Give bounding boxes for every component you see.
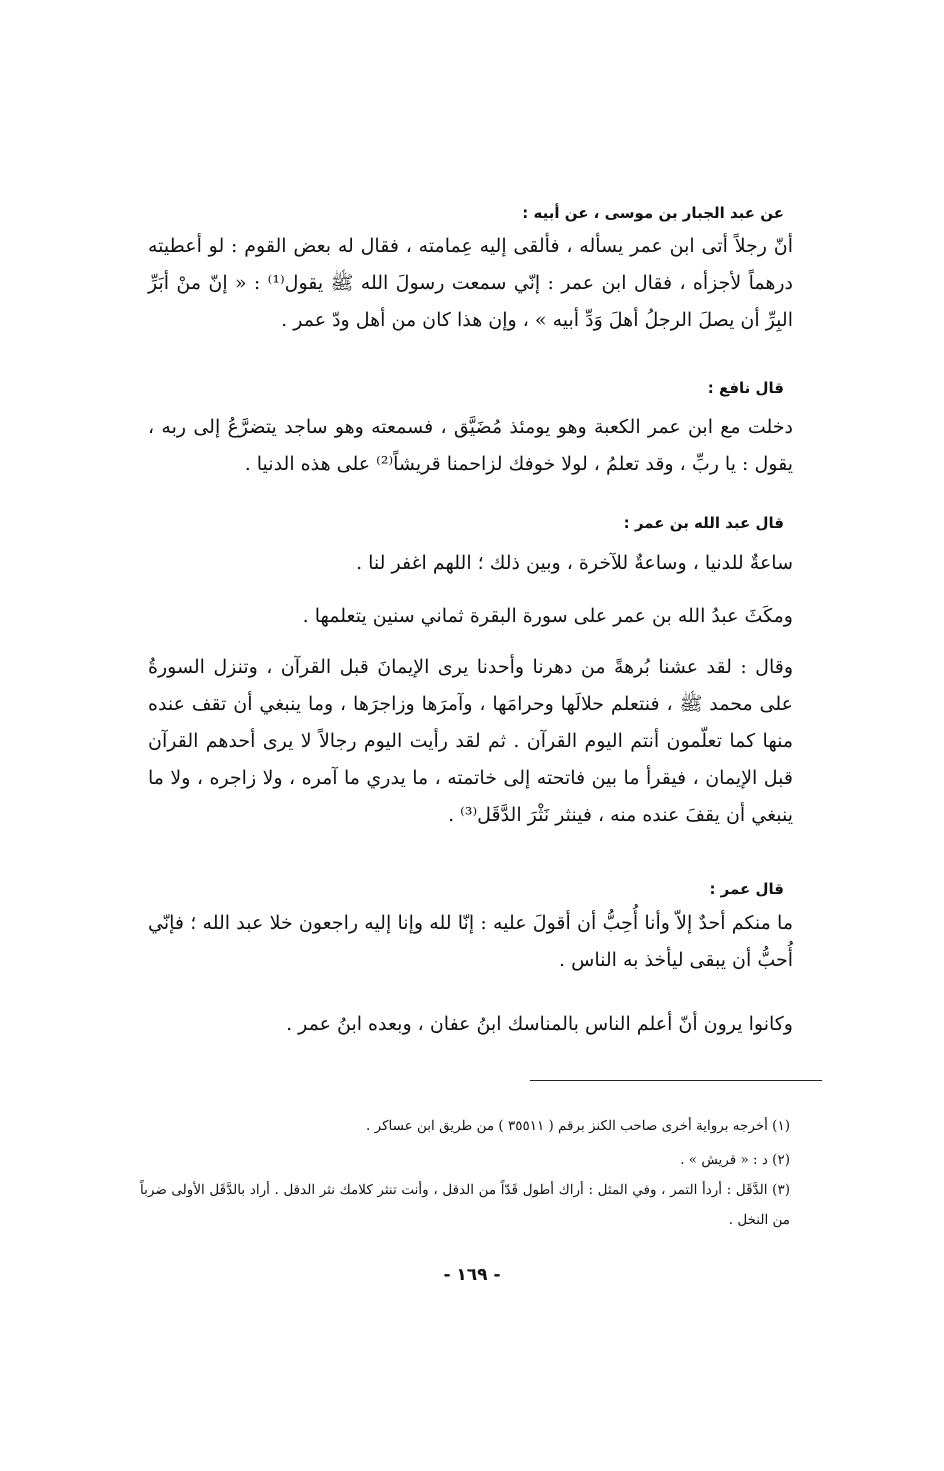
section-heading: عن عبد الجبار بن موسى ، عن أبيه : [522, 204, 784, 222]
paragraph: وقال : لقد عشنا بُرهةً من دهرنا وأحدنا يرى الإيمانَ قبل القرآن ، وتنزل السورةُ على محمد ﷺ ، فنتعلم حلالَها وحرامَها ، وآمرَها وزاجرَها ، وما ينبغي أن تقف عنده منها كما تعلّمون أنتم اليوم القرآن . ثم لقد رأيت اليوم رجالاً لا يرى أحدهم القرآن قبل الإيمان ، فيقرأ ما بين فاتحته إلى خاتمته ، ما يدري ما آمره ، ولا زاجره ، ولا ما ينبغي أن يقفَ عنده منه ، فينثر نَثْرَ الدَّقَل⁽³⁾ . [148, 656, 793, 826]
section-heading: قال نافع : [707, 379, 784, 397]
footnote: (١) أخرجه برواية أخرى صاحب الكنز برقم ( ٣٥٥١١ ) من طريق ابن عساكر . [366, 1118, 790, 1134]
footnote-separator [530, 1080, 822, 1081]
footnote: (٢) د : « قريش » . [680, 1152, 790, 1168]
section-heading: قال عبد الله بن عمر : [623, 514, 784, 532]
paragraph: وكانوا يرون أنّ أعلم الناس بالمناسك ابنُ عفان ، وبعده ابنُ عمر . [286, 1013, 793, 1035]
paragraph: ما منكم أحدٌ إلاّ وأنا أُحِبُّ أن أقولَ عليه : إنّا لله وإنا إليه راجعون خلا عبد الله ؛ فإنّي أُحبُّ أن يبقى ليأخذ به الناس . [148, 912, 793, 971]
page-number: - ١٦٩ - [443, 1265, 501, 1285]
footnote: (٣) الدَّقَل : أردأ التمر ، وفي المثل : أراك أطول قَدّاً من الدقل ، وأنت تنثر كلامك نثر الدقل . أراد بالدَّقَل الأولى ضرباً من النخل . [140, 1182, 790, 1228]
paragraph: ومكَثَ عبدُ الله بن عمر على سورة البقرة ثماني سنين يتعلمها . [302, 605, 793, 627]
paragraph: ساعةٌ للدنيا ، وساعةٌ للآخرة ، وبين ذلك ؛ اللهم اغفر لنا . [356, 552, 793, 574]
paragraph: أنّ رجلاً أتى ابن عمر يسأله ، فألقى إليه عِمامته ، فقال له بعض القوم : لو أعطيته درهماً لأجزأه ، فقال ابن عمر : إنّي سمعت رسولَ الله ﷺ يقول⁽¹⁾ : « إنّ منْ أبَرِّ البِرِّ أن يصلَ الرجلُ أهلَ وَدِّ أبيه » ، وإن هذا كان من أهل ودّ عمر . [148, 235, 793, 331]
section-heading: قال عمر : [709, 880, 784, 898]
paragraph: دخلت مع ابن عمر الكعبة وهو يومئذ مُضَيَّق ، فسمعته وهو ساجد يتضرَّعُ إلى ربه ، يقول : يا ربِّ ، وقد تعلمُ ، لولا خوفك لزاحمنا قريشاً⁽²⁾ على هذه الدنيا . [148, 416, 793, 475]
